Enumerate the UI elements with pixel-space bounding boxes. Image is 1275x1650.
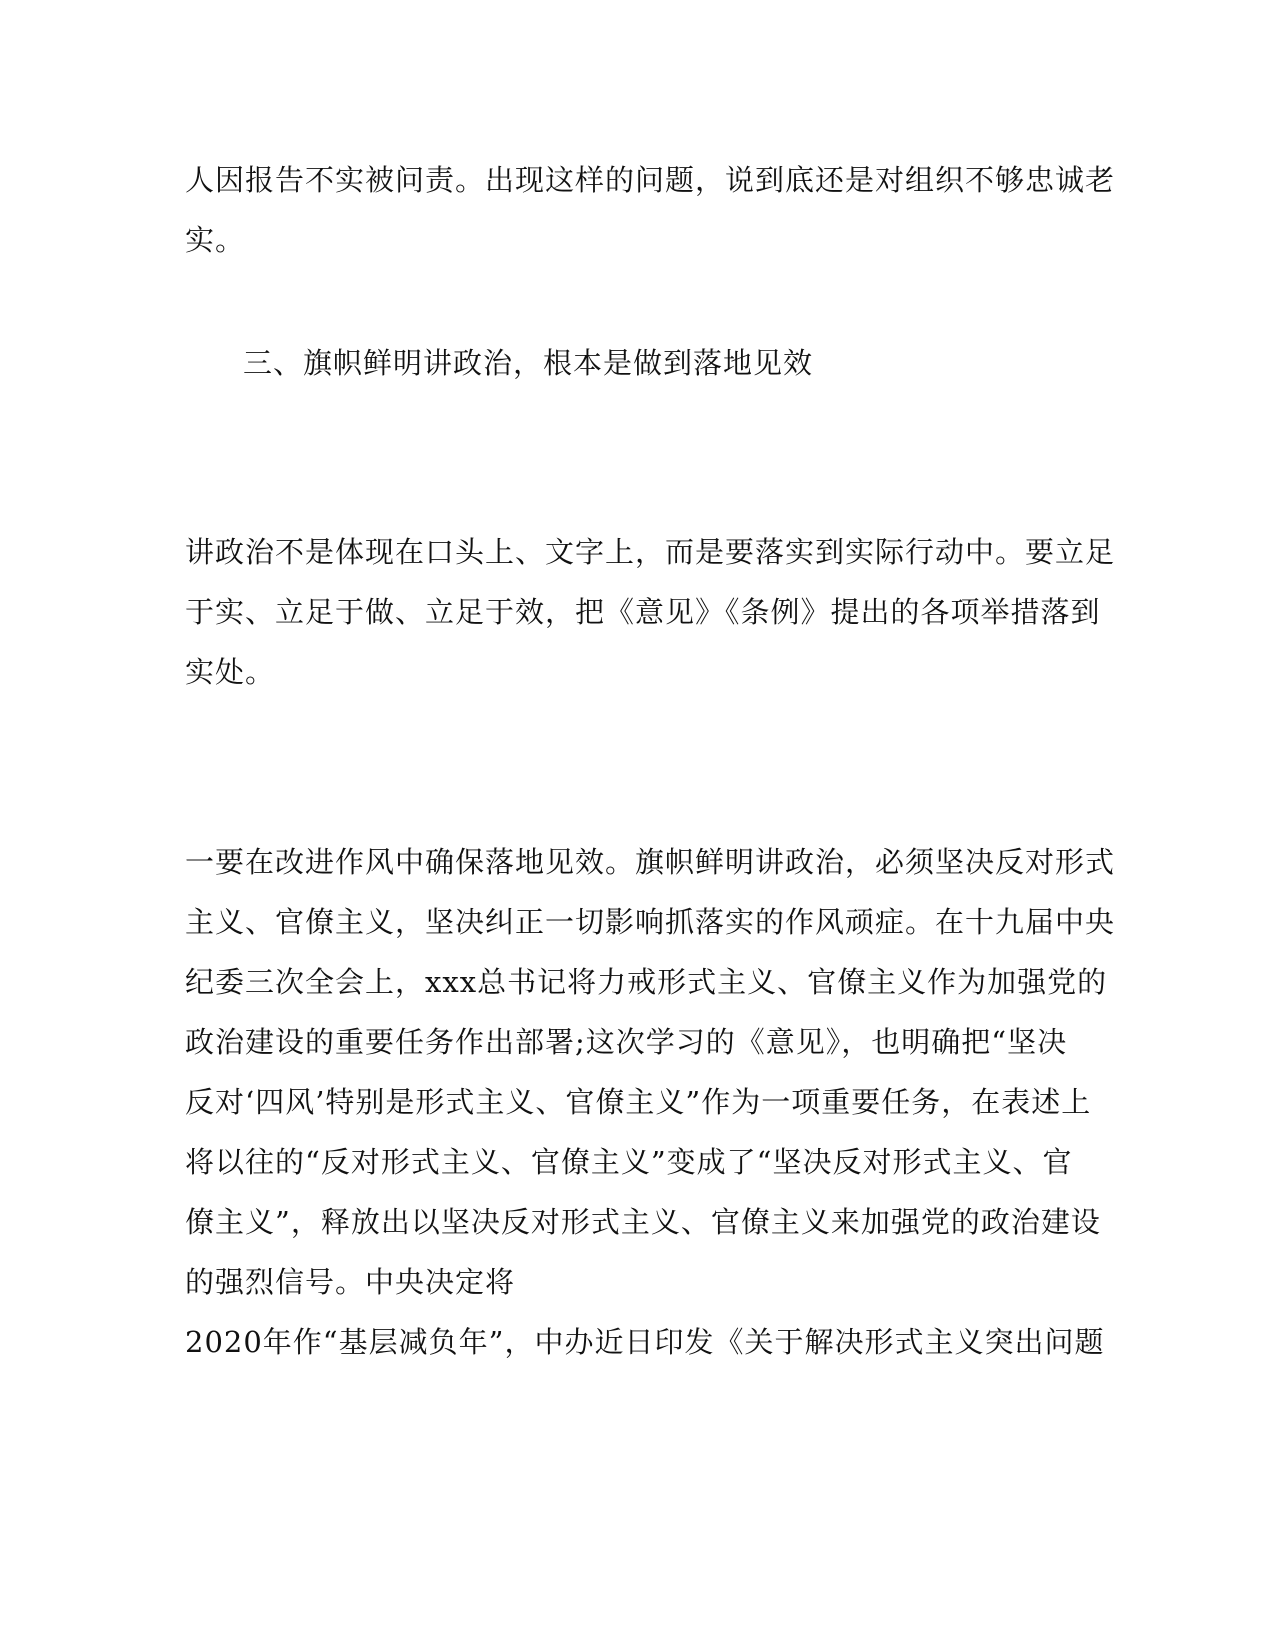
paragraph-line: 讲政治不是体现在口头上、文字上，而是要落实到实际行动中。要立足 <box>185 535 1116 569</box>
paragraph-line: 实。 <box>185 223 246 257</box>
paragraph-line: 一要在改进作风中确保落地见效。旗帜鲜明讲政治，必须坚决反对形式 <box>185 845 1116 879</box>
paragraph-line: 的强烈信号。中央决定将 <box>185 1265 516 1299</box>
paragraph-line: 僚主义”，释放出以坚决反对形式主义、官僚主义来加强党的政治建设 <box>185 1205 1101 1239</box>
paragraph-line: 纪委三次全会上，xxx总书记将力戒形式主义、官僚主义作为加强党的 <box>185 965 1108 999</box>
paragraph-line: 人因报告不实被问责。出现这样的问题，说到底还是对组织不够忠诚老 <box>185 163 1116 197</box>
paragraph-line: 政治建设的重要任务作出部署;这次学习的《意见》，也明确把“坚决 <box>185 1025 1068 1059</box>
paragraph-line: 反对‘四风’特别是形式主义、官僚主义”作为一项重要任务，在表述上 <box>185 1085 1092 1119</box>
paragraph-line: 将以往的“反对形式主义、官僚主义”变成了“坚决反对形式主义、官 <box>185 1145 1073 1179</box>
paragraph-line: 2020年作“基层减负年”，中办近日印发《关于解决形式主义突出问题 <box>185 1325 1105 1359</box>
paragraph-line: 于实、立足于做、立足于效，把《意见》《条例》提出的各项举措落到 <box>185 595 1101 629</box>
section-heading: 三、旗帜鲜明讲政治，根本是做到落地见效 <box>243 346 814 380</box>
paragraph-line: 实处。 <box>185 655 276 689</box>
paragraph-line: 主义、官僚主义，坚决纠正一切影响抓落实的作风顽症。在十九届中央 <box>185 905 1116 939</box>
